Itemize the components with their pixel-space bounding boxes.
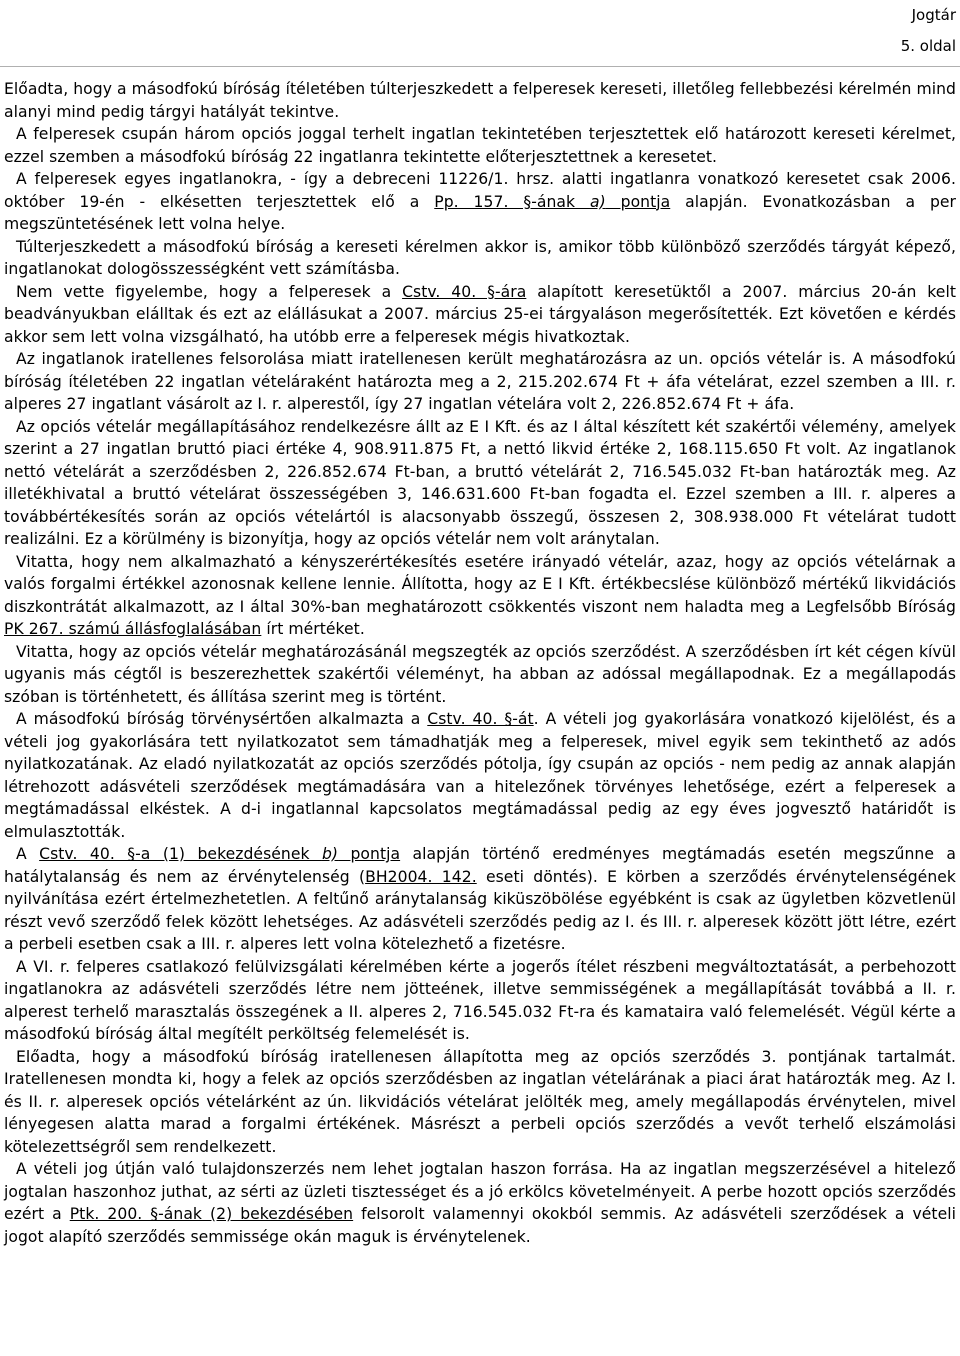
paragraph-text: írt mértéket. (261, 620, 365, 638)
paragraph: A VI. r. felperes csatlakozó felülvizsgálati kérelmében kérte a jogerős ítélet részbeni megváltoztatását, a perbehozott ingatlanokra az adásvételi szerződés létre nem jötteének, illetve semmisségének a megállapítását továbbá a II. r. alperest terhelő marasztalás összegének a II. alperes 2, 716.545.032 Ft-ra és kamataira való felemelését. Végül kérte a másodfokú bíróság által megítélt perköltség felemelését is. (4, 957, 956, 1043)
paragraph-text: . A vételi jog gyakorlására vonatkozó kijelölést, és a vételi jog gyakorlására tett nyilatkozatot sem támadhatják meg a felperesek, mivel egyik sem tekinthető az adós nyilatkozatának. Az eladó nyilatkozatát az opciós szerződés pótolja, így csupán az opciós - nem pedig az annak alapján létrehozott adásvételi szerződések megtámadására van a hitelezőnek törvényes lehetősége, ezért a felperesek a megtámadással elkéstek. A d-i ingatlannal kapcsolatos megtámadással pedig az egy éves jogvesztő határidőt is elmulasztották. (4, 710, 956, 841)
header-divider (0, 66, 960, 67)
paragraph-text: alapján történő eredményes megtámadás esetén megszűnne a hatálytalanság és nem az érvénytelenség ( (4, 845, 956, 886)
paragraph-text: A felperesek egyes ingatlanokra, - így a debreceni 11226/1. hrsz. alatti ingatlanra vonatkozó keresetet csak 2006. október 19-én - elkésetten terjesztettek elő a (4, 170, 956, 211)
page-number: 5. oldal (900, 37, 956, 55)
paragraph-text: alapított keresetüktől a 2007. március 20-án kelt beadványukban elálltak és ezt az elállásukat a 2007. március 25-ei tárgyaláson megerősítették. Ezt követően e kérdés akkor sem lett volna vizsgálható, ha utóbb erre a felperesek mégis hivatkoztak. (4, 282, 956, 346)
paragraph (4, 843, 956, 956)
paragraph (4, 551, 956, 641)
page-header (836, 0, 956, 62)
law-reference-link[interactable]: PK 267. számú állásfoglalásában (4, 620, 262, 638)
law-reference-link[interactable]: Pp. 157. §-ának a) pontja (434, 192, 671, 211)
paragraph: Előadta, hogy a másodfokú bíróság iratellenesen állapította meg az opciós szerződés 3. pontjának tartalmát. Iratellenesen mondta ki, hogy a felek az opciós szerződésben az ingatlan vételárának a piaci árat határozták meg. Az I. és II. r. alperesek opciós vételárként az ún. likvidációs vételárat jelölték meg, amely megállapodás érvénytelen, mivel lényegesen alatta marad a forgalmi értékének. Másrészt a perbeli opciós szerződés a vevőt terhelő elszámolási kötelezettségről sem rendelkezett. (4, 1047, 956, 1156)
paragraph: Az opciós vételár megállapításához rendelkezésre állt az E I Kft. és az I által készített két szakértői vélemény, amelyek szerint a 27 ingatlan bruttó piaci értéke 4, 908.911.875 Ft, a nettó likvid értéke 2, 168.115.650 Ft volt. Az ingatlanok nettó vételárát a szerződésben 2, 226.852.674 Ft-ban, a bruttó vételárát 2, 716.545.032 Ft-ban határozták meg. Az illetékhivatal a bruttó vételárat összességében 3, 146.631.600 Ft-ban fogadta el. Ezzel szemben a III. r. alperes a továbbértékesítés során az opciós vételártól is alacsonyabb összegű, összesen 2, 308.938.000 Ft vételárat tudott realizálni. Ez a körülmény is bizonyítja, hogy az opciós vételár nem volt aránytalan. (4, 417, 956, 548)
paragraph (4, 281, 956, 349)
paragraph-text: Vitatta, hogy nem alkalmazható a kényszerértékesítés esetére irányadó vételár, azaz, hogy az opciós vételárnak a valós forgalmi értékkel azonosnak kellene lennie. Állította, hogy az E I Kft. értékbecslése különböző mértékű likvidációs diszkontrátát alkalmazott, az I által 30%-ban meghatározott csökkentés viszont nem haladta meg a Legfelsőbb Bíróság (4, 552, 956, 616)
law-reference-link[interactable]: Cstv. 40. §-ára (402, 282, 527, 301)
paragraph-text: A másodfokú bíróság törvénysértően alkalmazta a (16, 710, 428, 728)
paragraph: A felperesek csupán három opciós joggal terhelt ingatlan tekintetében terjesztettek elő határozott kereseti kérelmet, ezzel szemben a másodfokú bíróság 22 ingatlanra tekintette előterjesztettnek a keresetet. (4, 125, 956, 166)
law-reference-link[interactable]: Ptk. 200. §-ának (2) bekezdésében (69, 1205, 354, 1223)
paragraph-text: felsorolt valamennyi okokból semmis. Az adásvételi szerződések a vételi jogot alapító szerződés semmissége okán maguk is érvénytelenek. (4, 1205, 956, 1246)
paragraph (4, 168, 956, 236)
paragraph (4, 708, 956, 843)
paragraph-text: eseti döntés). E körben a szerződés érvénytelenségének nyilvánítása ezért értelmezhetetlen. A feltűnő aránytalanság kiküszöbölése egyébként is csak az ügyletben közvetlenül részt vevő szerződő felek között lehetséges. Az adásvételi szerződés pedig az I. és III. r. alperesek között jött létre, ezért a perbeli esetben csak a III. r. alperes lett volna kötelezhető a fizetésre. (4, 867, 956, 953)
paragraph-text: A vételi jog útján való tulajdonszerzés nem lehet jogtalan haszon forrása. Ha az ingatlan megszerzésével a hitelező jogtalan haszonhoz juthat, az sérti az üzleti tisztességet és a jó erkölcs követelményeit. A perbe hozott opciós szerződés ezért a (4, 1160, 956, 1223)
document-body (4, 78, 956, 1248)
paragraph: Előadta, hogy a másodfokú bíróság ítéletében túlterjeszkedett a felperesek kereseti, illetőleg fellebbezési kérelmén mind alanyi mind pedig tárgyi hatályát tekintve. (4, 80, 956, 121)
paragraph-text: Nem vette figyelembe, hogy a felperesek a (16, 282, 403, 301)
paragraph: Túlterjeszkedett a másodfokú bíróság a kereseti kérelmen akkor is, amikor több különböző szerződés tárgyát képező, ingatlanokat dologösszességként vett számításba. (4, 237, 956, 278)
court-decision-link[interactable]: BH2004. 142. (365, 867, 477, 886)
paragraph (4, 1158, 956, 1248)
paragraph: Vitatta, hogy az opciós vételár meghatározásánál megszegték az opciós szerződést. A szerződésben írt két cégen kívül ugyanis más cégtől is beszerezhettek szakértői véleményt, ha abban az adóssal megállapodnak. Ez a megállapodás szóban is történhetett, és állítása szerint meg is történt. (4, 642, 956, 706)
paragraph-text: alapján. Evonatkozásban a per megszüntetésének lett volna helye. (4, 192, 957, 233)
law-reference-link[interactable]: Cstv. 40. §-át (427, 710, 534, 728)
paragraph-text: A (16, 845, 40, 863)
brand-label: Jogtár (911, 6, 956, 24)
law-reference-link[interactable]: Cstv. 40. §-a (1) bekezdésének b) pontja (39, 845, 401, 863)
paragraph: Az ingatlanok iratellenes felsorolása miatt iratellenesen került meghatározásra az un. opciós vételár is. A másodfokú bíróság ítéletében 22 ingatlan vételáraként határozta meg a 2, 215.202.674 Ft + áfa vételárat, ezzel szemben a III. r. alperes 27 ingatlant vásárolt az I. r. alperestől, így 27 ingatlan vételára volt 2, 226.852.674 Ft + áfa. (4, 350, 956, 413)
